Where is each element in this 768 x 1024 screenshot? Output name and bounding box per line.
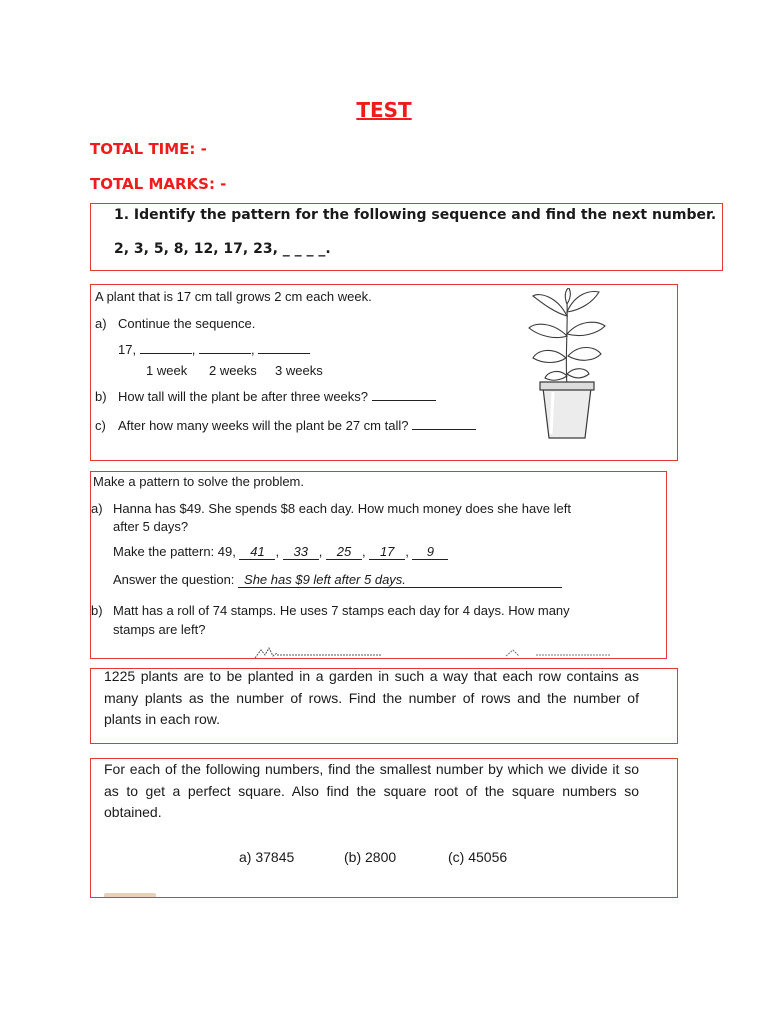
q3-pattern-line: Make the pattern: 49, 41 , 33 , 25 , 17 , 9 [113, 544, 448, 560]
answer-blank [199, 353, 251, 354]
q3-a-line1: Hanna has $49. She spends $8 each day. How much money does she have left [113, 501, 571, 516]
pattern-value: 41 [239, 544, 275, 560]
q3-answer-line [113, 572, 562, 588]
question-1-box [90, 203, 723, 271]
q3-a-line2: after 5 days? [113, 519, 189, 534]
potted-plant-illustration [527, 288, 607, 440]
q3-a-label: a) [91, 501, 103, 516]
q2-intro: A plant that is 17 cm tall grows 2 cm each week. [95, 289, 372, 304]
q2-c-text: After how many weeks will the plant be 27 cm tall? [118, 418, 409, 433]
question-1-sequence: 2, 3, 5, 8, 12, 17, 23, _ _ _ _. [114, 241, 331, 257]
cropped-illustration-edge [251, 646, 667, 659]
pattern-value: 25 [326, 544, 362, 560]
q2-seq-start: 17, [118, 342, 137, 357]
question-4-box [90, 668, 678, 744]
q3-answer-label: Answer the question: [113, 572, 235, 587]
cropped-text-fragment [104, 893, 156, 898]
q2-a-text: Continue the sequence. [118, 316, 256, 331]
q2-b-text: How tall will the plant be after three weeks? [118, 389, 369, 404]
pattern-value: 17 [369, 544, 405, 560]
answer-blank [140, 353, 192, 354]
q2-week3: 3 weeks [275, 363, 323, 378]
q5-option-b: (b) 2800 [344, 849, 397, 865]
q3-b-line1: Matt has a roll of 74 stamps. He uses 7 stamps each day for 4 days. How many [113, 603, 570, 618]
answer-blank [412, 429, 476, 430]
total-marks: TOTAL MARKS: - [90, 175, 227, 193]
q2-week2: 2 weeks [209, 363, 257, 378]
test-title: TEST [356, 98, 412, 122]
q2-week1: 1 week [146, 363, 188, 378]
q2-c-line [118, 418, 476, 433]
q5-option-a: a) 37845 [239, 849, 295, 865]
q3-intro: Make a pattern to solve the problem. [93, 474, 305, 489]
question-5-box [90, 758, 678, 898]
answer-blank [372, 400, 436, 401]
q2-b-line [118, 389, 436, 404]
q3-answer-text: She has $9 left after 5 days. [238, 572, 562, 588]
answer-blank [258, 353, 310, 354]
q5-option-c: (c) 45056 [448, 849, 508, 865]
q2-sequence-line: 17, , , [118, 342, 310, 357]
q3-pattern-label: Make the pattern: 49, [113, 544, 236, 559]
q2-b-label: b) [95, 389, 107, 404]
pattern-value: 9 [412, 544, 448, 560]
question-3-box [90, 471, 667, 659]
q3-b-line2: stamps are left? [113, 622, 206, 637]
q5-text: For each of the following numbers, find the smallest number by which we divide it so as to get a perfect square. Also find the square root of the square numbers so obtained. [104, 761, 639, 820]
q4-text: 1225 plants are to be planted in a garden in such a way that each row contains as many plants as the number of rows. Find the number of rows and the number of plants in each row. [104, 668, 639, 727]
total-time: TOTAL TIME: - [90, 140, 207, 158]
q3-b-label: b) [91, 603, 103, 618]
pattern-value: 33 [283, 544, 319, 560]
q2-a-label: a) [95, 316, 107, 331]
q2-c-label: c) [95, 418, 106, 433]
question-2-box [90, 284, 678, 461]
question-1-text: 1. Identify the pattern for the following sequence and find the next number. [114, 207, 717, 223]
